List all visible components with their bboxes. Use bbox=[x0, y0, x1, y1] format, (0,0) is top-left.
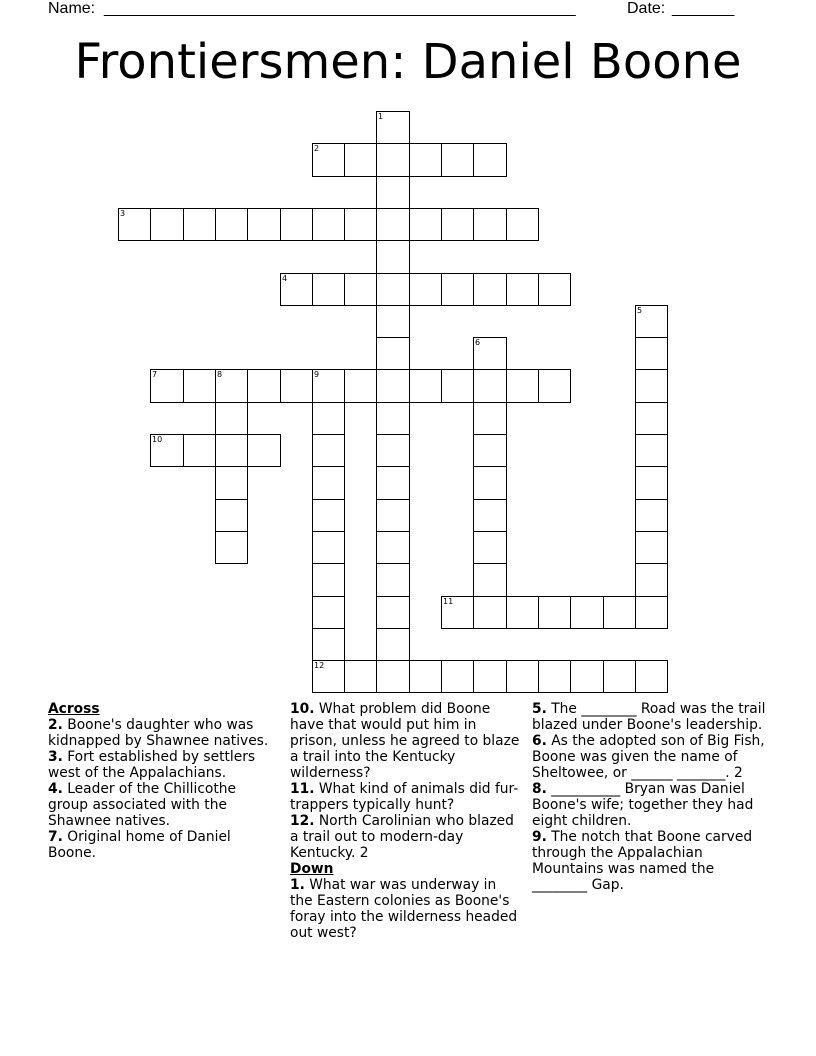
grid-cell[interactable] bbox=[441, 596, 474, 629]
cell-number: 7 bbox=[152, 370, 158, 379]
clue-number: 4. bbox=[48, 781, 63, 797]
grid-cell[interactable] bbox=[376, 305, 410, 338]
grid-cell[interactable] bbox=[183, 208, 216, 241]
grid-cell[interactable] bbox=[635, 499, 668, 532]
clue-across-7 bbox=[48, 829, 280, 861]
clue-text: Leader of the Chillicothe group associated with the Shawnee natives. bbox=[48, 781, 237, 829]
clue-number: 12. bbox=[290, 813, 315, 829]
clue-number: 9. bbox=[532, 829, 547, 845]
grid-cell[interactable] bbox=[506, 273, 539, 306]
grid-cell[interactable] bbox=[635, 402, 668, 435]
clues-column-2 bbox=[290, 701, 522, 941]
grid-cell[interactable] bbox=[280, 273, 313, 306]
grid-cell[interactable] bbox=[376, 563, 410, 597]
grid-cell[interactable] bbox=[473, 466, 507, 500]
grid-cell[interactable] bbox=[312, 273, 345, 306]
grid-cell[interactable] bbox=[473, 499, 507, 532]
grid-cell[interactable] bbox=[473, 434, 507, 467]
clue-text: Original home of Daniel Boone. bbox=[48, 829, 231, 861]
name-line[interactable]: _____________________________________________________ bbox=[104, 0, 576, 17]
grid-cell[interactable] bbox=[183, 434, 216, 467]
clue-text: North Carolinian who blazed a trail out to modern-day Kentucky. 2 bbox=[290, 813, 514, 861]
grid-cell[interactable] bbox=[247, 208, 281, 241]
grid-cell[interactable] bbox=[473, 369, 507, 403]
grid-cell[interactable] bbox=[215, 499, 248, 532]
grid-cell[interactable] bbox=[312, 208, 345, 241]
date-line[interactable]: _______ bbox=[672, 0, 735, 17]
clue-across-11 bbox=[290, 781, 522, 813]
clue-across-12 bbox=[290, 813, 522, 861]
grid-cell[interactable] bbox=[312, 369, 345, 403]
grid-cell[interactable] bbox=[409, 143, 442, 177]
grid-cell[interactable] bbox=[215, 402, 248, 435]
grid-cell[interactable] bbox=[441, 143, 474, 177]
grid-cell[interactable] bbox=[215, 208, 248, 241]
clue-across-2 bbox=[48, 717, 280, 749]
grid-cell[interactable] bbox=[344, 143, 377, 177]
grid-cell[interactable] bbox=[312, 563, 345, 597]
cell-number: 8 bbox=[217, 370, 223, 379]
puzzle-title: Frontiersmen: Daniel Boone bbox=[74, 34, 742, 90]
cell-number: 2 bbox=[314, 144, 320, 153]
grid-cell[interactable] bbox=[312, 596, 345, 629]
grid-cell[interactable] bbox=[538, 660, 571, 693]
grid-cell[interactable] bbox=[506, 208, 539, 241]
cell-number: 12 bbox=[314, 661, 325, 670]
clue-number: 8. bbox=[532, 781, 547, 797]
grid-cell[interactable] bbox=[118, 208, 151, 241]
grid-cell[interactable] bbox=[538, 273, 571, 306]
grid-cell[interactable] bbox=[376, 499, 410, 532]
cell-number: 10 bbox=[152, 435, 163, 444]
clue-text: What war was underway in the Eastern colonies as Boone's foray into the wilderness headed out west? bbox=[290, 877, 518, 941]
clue-number: 2. bbox=[48, 717, 63, 733]
grid-cell[interactable] bbox=[247, 369, 281, 403]
cell-number: 4 bbox=[282, 274, 288, 283]
grid-cell[interactable] bbox=[376, 111, 410, 144]
across-heading: Across bbox=[48, 701, 100, 717]
grid-cell[interactable] bbox=[409, 208, 442, 241]
clue-across-4 bbox=[48, 781, 280, 829]
grid-cell[interactable] bbox=[635, 531, 668, 564]
grid-cell[interactable] bbox=[376, 337, 410, 370]
down-heading: Down bbox=[290, 861, 334, 877]
clue-down-9 bbox=[532, 829, 772, 893]
grid-cell[interactable] bbox=[473, 531, 507, 564]
grid-cell[interactable] bbox=[538, 596, 571, 629]
grid-cell[interactable] bbox=[409, 273, 442, 306]
grid-cell[interactable] bbox=[376, 208, 410, 241]
grid-cell[interactable] bbox=[506, 596, 539, 629]
grid-cell[interactable] bbox=[376, 628, 410, 661]
clue-down-8 bbox=[532, 781, 772, 829]
grid-cell[interactable] bbox=[635, 369, 668, 403]
grid-cell[interactable] bbox=[635, 660, 668, 693]
clue-number: 5. bbox=[532, 701, 547, 717]
grid-cell[interactable] bbox=[312, 466, 345, 500]
grid-cell[interactable] bbox=[344, 208, 377, 241]
grid-cell[interactable] bbox=[376, 176, 410, 209]
grid-cell[interactable] bbox=[635, 305, 668, 338]
grid-cell[interactable] bbox=[441, 369, 474, 403]
grid-cell[interactable] bbox=[150, 369, 184, 403]
grid-cell[interactable] bbox=[603, 660, 636, 693]
grid-cell[interactable] bbox=[376, 596, 410, 629]
cell-number: 1 bbox=[378, 112, 384, 121]
clue-text: What kind of animals did fur-trappers typically hunt? bbox=[290, 781, 519, 813]
clue-number: 3. bbox=[48, 749, 63, 765]
grid-cell[interactable] bbox=[635, 563, 668, 597]
clue-text: The ________ Road was the trail blazed under Boone's leadership. bbox=[532, 701, 766, 733]
grid-cell[interactable] bbox=[312, 434, 345, 467]
grid-cell[interactable] bbox=[150, 434, 184, 467]
clue-down-5 bbox=[532, 701, 772, 733]
clue-number: 11. bbox=[290, 781, 315, 797]
clue-number: 10. bbox=[290, 701, 315, 717]
grid-cell[interactable] bbox=[376, 466, 410, 500]
clue-text: As the adopted son of Big Fish, Boone was given the name of Sheltowee, or ______ _______. 2 bbox=[532, 733, 765, 781]
cell-number: 3 bbox=[120, 209, 126, 218]
grid-cell[interactable] bbox=[506, 369, 539, 403]
clue-across-3 bbox=[48, 749, 280, 781]
grid-cell[interactable] bbox=[376, 369, 410, 403]
clue-down-1 bbox=[290, 877, 522, 941]
grid-cell[interactable] bbox=[376, 143, 410, 177]
name-label: Name: bbox=[48, 0, 96, 17]
grid-cell[interactable] bbox=[312, 628, 345, 661]
date-label: Date: bbox=[627, 0, 666, 17]
grid-cell[interactable] bbox=[312, 499, 345, 532]
grid-cell[interactable] bbox=[635, 466, 668, 500]
grid-cell[interactable] bbox=[473, 208, 507, 241]
cell-number: 11 bbox=[443, 597, 454, 606]
grid-cell[interactable] bbox=[473, 563, 507, 597]
clue-text: __________ Bryan was Daniel Boone's wife; together they had eight children. bbox=[532, 781, 754, 829]
grid-cell[interactable] bbox=[409, 660, 442, 693]
clue-number: 6. bbox=[532, 733, 547, 749]
clue-text: Boone's daughter who was kidnapped by Shawnee natives. bbox=[48, 717, 269, 749]
grid-cell[interactable] bbox=[312, 143, 345, 177]
grid-cell[interactable] bbox=[409, 369, 442, 403]
grid-cell[interactable] bbox=[635, 596, 668, 629]
grid-cell[interactable] bbox=[473, 143, 507, 177]
grid-cell[interactable] bbox=[570, 596, 604, 629]
clue-across-10 bbox=[290, 701, 522, 781]
cell-number: 5 bbox=[637, 306, 643, 315]
grid-cell[interactable] bbox=[473, 660, 507, 693]
grid-cell[interactable] bbox=[473, 596, 507, 629]
grid-cell[interactable] bbox=[215, 434, 248, 467]
grid-cell[interactable] bbox=[635, 434, 668, 467]
grid-cell[interactable] bbox=[473, 337, 507, 370]
grid-cell[interactable] bbox=[312, 531, 345, 564]
grid-cell[interactable] bbox=[635, 337, 668, 370]
grid-cell[interactable] bbox=[441, 660, 474, 693]
grid-cell[interactable] bbox=[215, 466, 248, 500]
cell-number: 6 bbox=[475, 338, 481, 347]
grid-cell[interactable] bbox=[344, 660, 377, 693]
grid-cell[interactable] bbox=[376, 402, 410, 435]
grid-cell[interactable] bbox=[376, 660, 410, 693]
grid-cell[interactable] bbox=[312, 402, 345, 435]
clue-text: Fort established by settlers west of the Appalachians. bbox=[48, 749, 256, 781]
grid-cell[interactable] bbox=[344, 273, 377, 306]
grid-cell[interactable] bbox=[215, 531, 248, 564]
grid-cell[interactable] bbox=[280, 208, 313, 241]
clues-column-1 bbox=[48, 701, 280, 861]
grid-cell[interactable] bbox=[344, 369, 377, 403]
grid-cell[interactable] bbox=[506, 660, 539, 693]
clue-text: The notch that Boone carved through the Appalachian Mountains was named the ________ Gap. bbox=[532, 829, 753, 893]
clues-column-3 bbox=[532, 701, 772, 893]
grid-cell[interactable] bbox=[376, 240, 410, 274]
grid-cell[interactable] bbox=[441, 208, 474, 241]
cell-number: 9 bbox=[314, 370, 320, 379]
clue-number: 1. bbox=[290, 877, 305, 893]
clue-text: What problem did Boone have that would put him in prison, unless he agreed to blaze a trail into the Kentucky wilderness? bbox=[290, 701, 520, 781]
grid-cell[interactable] bbox=[538, 369, 571, 403]
grid-cell[interactable] bbox=[183, 369, 216, 403]
grid-cell[interactable] bbox=[150, 208, 184, 241]
grid-cell[interactable] bbox=[473, 273, 507, 306]
grid-cell[interactable] bbox=[247, 434, 281, 467]
grid-cell[interactable] bbox=[376, 273, 410, 306]
grid-cell[interactable] bbox=[280, 369, 313, 403]
grid-cell[interactable] bbox=[312, 660, 345, 693]
grid-cell[interactable] bbox=[473, 402, 507, 435]
grid-cell[interactable] bbox=[215, 369, 248, 403]
clue-down-6 bbox=[532, 733, 772, 781]
grid-cell[interactable] bbox=[441, 273, 474, 306]
grid-cell[interactable] bbox=[376, 434, 410, 467]
grid-cell[interactable] bbox=[570, 660, 604, 693]
grid-cell[interactable] bbox=[376, 531, 410, 564]
grid-cell[interactable] bbox=[603, 596, 636, 629]
clue-number: 7. bbox=[48, 829, 63, 845]
